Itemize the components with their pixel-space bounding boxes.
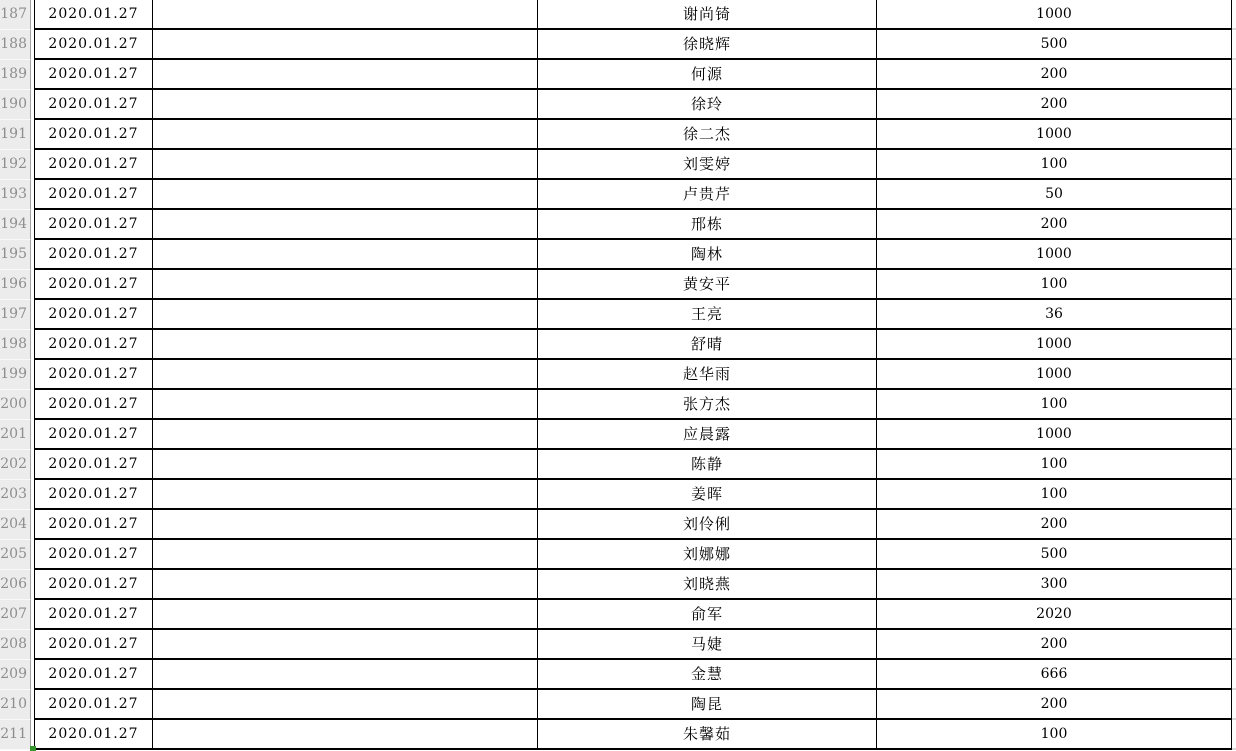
- date-cell[interactable]: 2020.01.27: [34, 660, 153, 690]
- right-margin-strip: [1232, 120, 1236, 150]
- amount-cell[interactable]: 100: [877, 270, 1232, 300]
- row-number-header[interactable]: 210: [0, 690, 31, 720]
- date-cell[interactable]: 2020.01.27: [34, 210, 153, 240]
- row-number-header[interactable]: 207: [0, 600, 31, 630]
- blank-cell[interactable]: [153, 330, 538, 360]
- blank-cell[interactable]: [153, 690, 538, 720]
- amount-cell[interactable]: 2020: [877, 600, 1232, 630]
- name-cell[interactable]: 金慧: [538, 660, 877, 690]
- blank-cell[interactable]: [153, 360, 538, 390]
- blank-cell[interactable]: [153, 510, 538, 540]
- table-row: [0, 180, 1236, 210]
- right-margin-strip: [1232, 660, 1236, 690]
- blank-cell[interactable]: [153, 180, 538, 210]
- right-margin-strip: [1232, 30, 1236, 60]
- row-number-header[interactable]: 196: [0, 270, 31, 300]
- table-row: [0, 420, 1236, 450]
- right-margin-strip: [1232, 60, 1236, 90]
- amount-cell[interactable]: 300: [877, 570, 1232, 600]
- name-cell[interactable]: 何源: [538, 60, 877, 90]
- row-number-header[interactable]: 203: [0, 480, 31, 510]
- name-cell[interactable]: 姜晖: [538, 480, 877, 510]
- amount-cell[interactable]: 666: [877, 660, 1232, 690]
- table-row: [0, 60, 1236, 90]
- amount-cell[interactable]: 50: [877, 180, 1232, 210]
- row-number-header[interactable]: 195: [0, 240, 31, 270]
- row-number-header[interactable]: 187: [0, 0, 31, 30]
- table-row: [0, 690, 1236, 720]
- blank-cell[interactable]: [153, 30, 538, 60]
- row-number-header[interactable]: 206: [0, 570, 31, 600]
- name-cell[interactable]: 朱馨茹: [538, 720, 877, 750]
- name-cell[interactable]: 刘伶俐: [538, 510, 877, 540]
- table-row: [0, 0, 1236, 30]
- right-margin-strip: [1232, 540, 1236, 570]
- blank-cell[interactable]: [153, 150, 538, 180]
- amount-cell[interactable]: 100: [877, 390, 1232, 420]
- row-number-header[interactable]: 193: [0, 180, 31, 210]
- right-margin-strip: [1232, 210, 1236, 240]
- row-number-header[interactable]: 190: [0, 90, 31, 120]
- amount-cell[interactable]: 1000: [877, 360, 1232, 390]
- right-margin-strip: [1232, 570, 1236, 600]
- blank-cell[interactable]: [153, 60, 538, 90]
- right-margin-strip: [1232, 240, 1236, 270]
- table-row: [0, 510, 1236, 540]
- amount-cell[interactable]: 500: [877, 540, 1232, 570]
- table-row: [0, 150, 1236, 180]
- name-cell[interactable]: 刘晓燕: [538, 570, 877, 600]
- amount-cell[interactable]: 1000: [877, 240, 1232, 270]
- row-number-header[interactable]: 200: [0, 390, 31, 420]
- amount-cell[interactable]: 100: [877, 150, 1232, 180]
- amount-cell[interactable]: 1000: [877, 120, 1232, 150]
- table-row: [0, 480, 1236, 510]
- row-number-header[interactable]: 209: [0, 660, 31, 690]
- row-number-header[interactable]: 194: [0, 210, 31, 240]
- row-number-header[interactable]: 199: [0, 360, 31, 390]
- table-row: [0, 570, 1236, 600]
- date-cell[interactable]: 2020.01.27: [34, 720, 153, 750]
- row-number-header[interactable]: 204: [0, 510, 31, 540]
- row-number-header[interactable]: 208: [0, 630, 31, 660]
- table-row: [0, 120, 1236, 150]
- name-cell[interactable]: 张方杰: [538, 390, 877, 420]
- name-cell[interactable]: 徐晓辉: [538, 30, 877, 60]
- name-cell[interactable]: 陈静: [538, 450, 877, 480]
- blank-cell[interactable]: [153, 540, 538, 570]
- table-row: [0, 630, 1236, 660]
- name-cell[interactable]: 谢尚锜: [538, 0, 877, 30]
- row-number-header[interactable]: 202: [0, 450, 31, 480]
- table-row: [0, 660, 1236, 690]
- blank-cell[interactable]: [153, 660, 538, 690]
- table-row: [0, 540, 1236, 570]
- table-row: [0, 90, 1236, 120]
- date-cell[interactable]: 2020.01.27: [34, 510, 153, 540]
- right-margin-strip: [1232, 330, 1236, 360]
- name-cell[interactable]: 徐二杰: [538, 120, 877, 150]
- right-margin-strip: [1232, 690, 1236, 720]
- row-number-header[interactable]: 188: [0, 30, 31, 60]
- right-margin-strip: [1232, 180, 1236, 210]
- amount-cell[interactable]: 200: [877, 510, 1232, 540]
- table-row: [0, 30, 1236, 60]
- date-cell[interactable]: 2020.01.27: [34, 420, 153, 450]
- blank-cell[interactable]: [153, 210, 538, 240]
- table-row: [0, 600, 1236, 630]
- table-row: [0, 330, 1236, 360]
- row-number-header[interactable]: 211: [0, 720, 31, 750]
- date-cell[interactable]: 2020.01.27: [34, 630, 153, 660]
- table-row: [0, 360, 1236, 390]
- blank-cell[interactable]: [153, 270, 538, 300]
- name-cell[interactable]: 俞军: [538, 600, 877, 630]
- right-margin-strip: [1232, 720, 1236, 750]
- amount-cell[interactable]: 36: [877, 300, 1232, 330]
- blank-cell[interactable]: [153, 450, 538, 480]
- right-margin-strip: [1232, 480, 1236, 510]
- right-margin-strip: [1232, 270, 1236, 300]
- table-row: [0, 390, 1236, 420]
- date-cell[interactable]: 2020.01.27: [34, 90, 153, 120]
- date-cell[interactable]: 2020.01.27: [34, 450, 153, 480]
- date-cell[interactable]: 2020.01.27: [34, 180, 153, 210]
- date-cell[interactable]: 2020.01.27: [34, 330, 153, 360]
- name-cell[interactable]: 赵华雨: [538, 360, 877, 390]
- date-cell[interactable]: 2020.01.27: [34, 60, 153, 90]
- date-cell[interactable]: 2020.01.27: [34, 570, 153, 600]
- date-cell[interactable]: 2020.01.27: [34, 0, 153, 30]
- amount-cell[interactable]: 200: [877, 60, 1232, 90]
- date-cell[interactable]: 2020.01.27: [34, 300, 153, 330]
- blank-cell[interactable]: [153, 0, 538, 30]
- blank-cell[interactable]: [153, 480, 538, 510]
- blank-cell[interactable]: [153, 600, 538, 630]
- table-row: [0, 720, 1236, 750]
- amount-cell[interactable]: 200: [877, 90, 1232, 120]
- amount-cell[interactable]: 200: [877, 210, 1232, 240]
- name-cell[interactable]: 舒晴: [538, 330, 877, 360]
- blank-cell[interactable]: [153, 120, 538, 150]
- row-number-header[interactable]: 192: [0, 150, 31, 180]
- blank-cell[interactable]: [153, 630, 538, 660]
- amount-cell[interactable]: 100: [877, 450, 1232, 480]
- right-margin-strip: [1232, 450, 1236, 480]
- blank-cell[interactable]: [153, 240, 538, 270]
- amount-cell[interactable]: 100: [877, 480, 1232, 510]
- name-cell[interactable]: 刘娜娜: [538, 540, 877, 570]
- name-cell[interactable]: 刘雯婷: [538, 150, 877, 180]
- date-cell[interactable]: 2020.01.27: [34, 240, 153, 270]
- blank-cell[interactable]: [153, 570, 538, 600]
- amount-cell[interactable]: 1000: [877, 420, 1232, 450]
- selection-fill-handle[interactable]: [30, 746, 36, 751]
- date-cell[interactable]: 2020.01.27: [34, 150, 153, 180]
- date-cell[interactable]: 2020.01.27: [34, 480, 153, 510]
- row-number-header[interactable]: 205: [0, 540, 31, 570]
- date-cell[interactable]: 2020.01.27: [34, 600, 153, 630]
- date-cell[interactable]: 2020.01.27: [34, 540, 153, 570]
- date-cell[interactable]: 2020.01.27: [34, 690, 153, 720]
- date-cell[interactable]: 2020.01.27: [34, 360, 153, 390]
- row-number-header[interactable]: 201: [0, 420, 31, 450]
- row-number-header[interactable]: 198: [0, 330, 31, 360]
- name-cell[interactable]: 徐玲: [538, 90, 877, 120]
- blank-cell[interactable]: [153, 390, 538, 420]
- row-number-header[interactable]: 189: [0, 60, 31, 90]
- row-number-header[interactable]: 197: [0, 300, 31, 330]
- right-margin-strip: [1232, 390, 1236, 420]
- date-cell[interactable]: 2020.01.27: [34, 120, 153, 150]
- amount-cell[interactable]: 200: [877, 630, 1232, 660]
- blank-cell[interactable]: [153, 420, 538, 450]
- name-cell[interactable]: 黄安平: [538, 270, 877, 300]
- name-cell[interactable]: 马婕: [538, 630, 877, 660]
- right-margin-strip: [1232, 630, 1236, 660]
- right-margin-strip: [1232, 90, 1236, 120]
- amount-cell[interactable]: 100: [877, 720, 1232, 750]
- date-cell[interactable]: 2020.01.27: [34, 270, 153, 300]
- table-row: [0, 450, 1236, 480]
- amount-cell[interactable]: 200: [877, 690, 1232, 720]
- amount-cell[interactable]: 1000: [877, 330, 1232, 360]
- right-margin-strip: [1232, 420, 1236, 450]
- table-row: [0, 270, 1236, 300]
- blank-cell[interactable]: [153, 720, 538, 750]
- table-row: [0, 240, 1236, 270]
- date-cell[interactable]: 2020.01.27: [34, 390, 153, 420]
- name-cell[interactable]: 陶昆: [538, 690, 877, 720]
- name-cell[interactable]: 陶林: [538, 240, 877, 270]
- right-margin-strip: [1232, 150, 1236, 180]
- right-margin-strip: [1232, 510, 1236, 540]
- name-cell[interactable]: 邢栋: [538, 210, 877, 240]
- table-row: [0, 300, 1236, 330]
- table-row: [0, 210, 1236, 240]
- name-cell[interactable]: 王亮: [538, 300, 877, 330]
- name-cell[interactable]: 卢贵芹: [538, 180, 877, 210]
- right-margin-strip: [1232, 360, 1236, 390]
- date-cell[interactable]: 2020.01.27: [34, 30, 153, 60]
- right-margin-strip: [1232, 300, 1236, 330]
- right-margin-strip: [1232, 0, 1236, 30]
- amount-cell[interactable]: 1000: [877, 0, 1232, 30]
- blank-cell[interactable]: [153, 90, 538, 120]
- row-number-header[interactable]: 191: [0, 120, 31, 150]
- amount-cell[interactable]: 500: [877, 30, 1232, 60]
- right-margin-strip: [1232, 600, 1236, 630]
- name-cell[interactable]: 应晨露: [538, 420, 877, 450]
- blank-cell[interactable]: [153, 300, 538, 330]
